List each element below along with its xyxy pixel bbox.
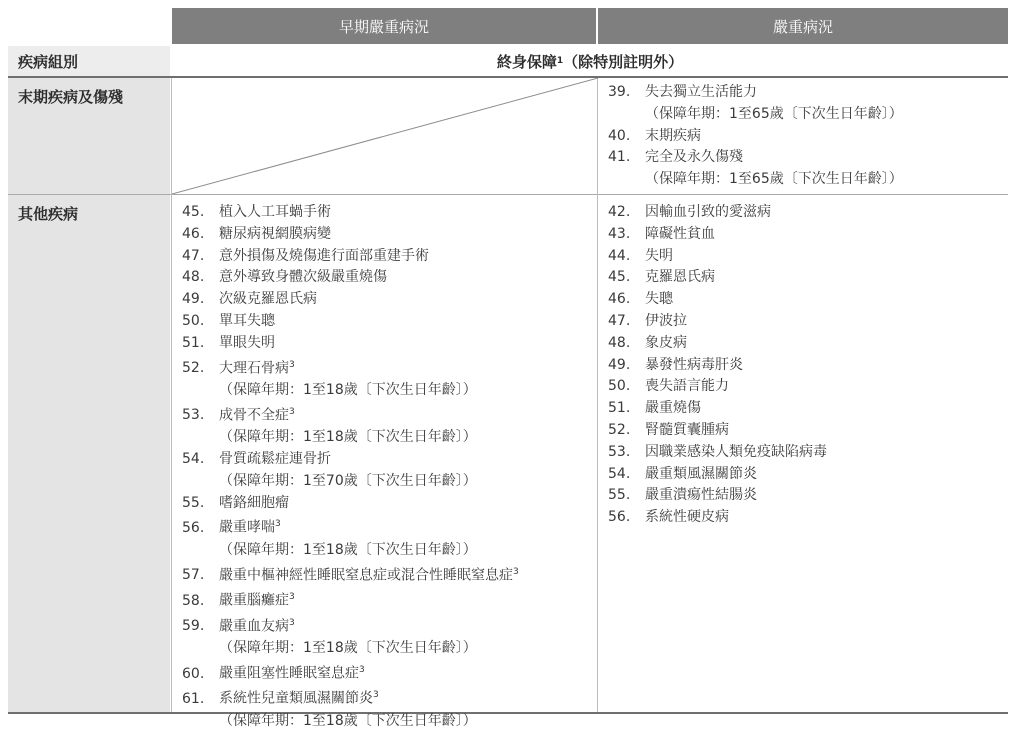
item-name: 象皮病 xyxy=(645,334,687,351)
list-item xyxy=(182,311,519,333)
list-item xyxy=(182,685,519,710)
item-number: 44. xyxy=(608,247,631,264)
item-name: 腎髓質囊腫病 xyxy=(645,421,729,438)
header-early-stage: 早期嚴重病況 xyxy=(172,8,596,44)
item-number: 55. xyxy=(182,494,205,511)
item-number: 46. xyxy=(608,291,631,308)
item-number: 50. xyxy=(182,312,205,329)
item-name: 失聰 xyxy=(645,291,673,308)
list-item xyxy=(608,202,827,224)
coverage-header xyxy=(172,46,1008,76)
item-name: 因職業感染人類免疫缺陷病毒 xyxy=(645,443,827,460)
item-name: 意外導致身體次級嚴重燒傷 xyxy=(219,269,387,286)
not-applicable-diagonal xyxy=(172,78,598,194)
list-item xyxy=(182,613,519,638)
footnote-mark: 3 xyxy=(289,617,295,628)
list-item xyxy=(608,289,827,311)
list-item xyxy=(182,660,519,685)
severe-other-list xyxy=(608,202,827,529)
list-item xyxy=(608,333,827,355)
footnote-mark: 3 xyxy=(275,519,281,530)
list-item xyxy=(182,562,519,587)
list-item xyxy=(608,507,827,529)
row-label-other: 其他疾病 xyxy=(8,195,170,712)
diagonal-line xyxy=(172,78,598,194)
coverage-term-note: （保障年期：1至18歲〔下次生日年齡〕） xyxy=(219,712,477,729)
item-number: 41. xyxy=(608,149,631,166)
item-name: 嚴重中樞神經性睡眠窒息症或混合性睡眠窒息症 xyxy=(219,567,513,584)
item-number: 59. xyxy=(182,618,205,635)
coverage-term-note: （保障年期：1至70歲〔下次生日年齡〕） xyxy=(219,472,477,489)
list-item xyxy=(608,442,827,464)
item-number: 60. xyxy=(182,665,205,682)
list-item xyxy=(608,126,903,148)
item-name: 嚴重哮喘 xyxy=(219,520,275,537)
item-name: 嗜鉻細胞瘤 xyxy=(219,494,289,511)
list-item xyxy=(182,449,519,471)
list-item xyxy=(182,289,519,311)
footnote-mark: 3 xyxy=(289,406,295,417)
item-number: 39. xyxy=(608,84,631,100)
item-number: 42. xyxy=(608,204,631,220)
item-name: 伊波拉 xyxy=(645,312,687,329)
footnote-mark: 3 xyxy=(359,664,365,675)
list-item xyxy=(608,398,827,420)
list-item xyxy=(182,202,519,224)
list-item xyxy=(608,147,903,169)
list-item xyxy=(608,485,827,507)
item-name: 大理石骨病 xyxy=(219,360,289,377)
list-item xyxy=(608,311,827,333)
item-number: 57. xyxy=(182,567,205,584)
item-number: 46. xyxy=(182,225,205,242)
list-item xyxy=(182,587,519,612)
item-number: 54. xyxy=(182,451,205,468)
list-item xyxy=(182,493,519,515)
coverage-term-note: （保障年期：1至65歲〔下次生日年齡〕） xyxy=(645,105,903,122)
item-number: 50. xyxy=(608,378,631,395)
list-item xyxy=(608,267,827,289)
item-name: 失去獨立生活能力 xyxy=(645,84,757,100)
footnote-mark: 3 xyxy=(373,690,379,701)
item-name: 糖尿病視網膜病變 xyxy=(219,225,331,242)
item-number: 51. xyxy=(182,334,205,351)
item-name: 因輸血引致的愛滋病 xyxy=(645,204,771,220)
list-item xyxy=(182,224,519,246)
item-number: 45. xyxy=(182,204,205,220)
item-name: 意外損傷及燒傷進行面部重建手術 xyxy=(219,247,429,264)
list-item xyxy=(182,333,519,355)
severe-terminal-list xyxy=(608,82,903,191)
item-number: 54. xyxy=(608,465,631,482)
item-name: 嚴重燒傷 xyxy=(645,400,701,417)
item-number: 52. xyxy=(608,421,631,438)
disease-group-header: 疾病組別 xyxy=(8,46,170,76)
item-name: 嚴重潰瘍性結腸炎 xyxy=(645,487,757,504)
item-name: 失明 xyxy=(645,247,673,264)
list-item xyxy=(608,224,827,246)
item-name: 嚴重腦癱症 xyxy=(219,592,289,609)
row-label-terminal: 末期疾病及傷殘 xyxy=(8,78,170,194)
item-number: 45. xyxy=(608,269,631,286)
list-item xyxy=(182,246,519,268)
header-blank-cell xyxy=(8,8,170,44)
item-name: 暴發性病毒肝炎 xyxy=(645,356,743,373)
item-name: 喪失語言能力 xyxy=(645,378,729,395)
list-item xyxy=(182,355,519,380)
item-name: 骨質疏鬆症連骨折 xyxy=(219,451,331,468)
item-name: 次級克羅恩氏病 xyxy=(219,291,317,308)
list-item xyxy=(608,376,827,398)
list-item xyxy=(182,402,519,427)
item-name: 嚴重血友病 xyxy=(219,618,289,635)
item-number: 52. xyxy=(182,360,205,377)
coverage-note: （除特別註明外） xyxy=(563,52,684,71)
item-name: 完全及永久傷殘 xyxy=(645,149,743,166)
item-number: 58. xyxy=(182,592,205,609)
early-stage-other-list xyxy=(182,202,519,733)
list-item xyxy=(608,420,827,442)
coverage-term-note: （保障年期：1至18歲〔下次生日年齡〕） xyxy=(219,382,477,399)
item-name: 障礙性貧血 xyxy=(645,225,715,242)
list-item xyxy=(608,82,903,104)
item-name: 植入人工耳蝸手術 xyxy=(219,204,331,220)
list-item xyxy=(608,246,827,268)
item-number: 56. xyxy=(182,520,205,537)
list-item xyxy=(608,464,827,486)
footnote-mark: 3 xyxy=(513,566,519,577)
coverage-term-note: （保障年期：1至65歲〔下次生日年齡〕） xyxy=(645,171,903,188)
coverage-footnote-mark: 1 xyxy=(556,56,564,66)
item-number: 47. xyxy=(608,312,631,329)
item-name: 成骨不全症 xyxy=(219,407,289,424)
item-number: 43. xyxy=(608,225,631,242)
item-number: 40. xyxy=(608,127,631,144)
list-item xyxy=(608,355,827,377)
item-number: 48. xyxy=(608,334,631,351)
item-name: 克羅恩氏病 xyxy=(645,269,715,286)
item-number: 56. xyxy=(608,509,631,526)
item-number: 49. xyxy=(182,291,205,308)
item-name: 嚴重阻塞性睡眠窒息症 xyxy=(219,665,359,682)
coverage-term-note: （保障年期：1至18歲〔下次生日年齡〕） xyxy=(219,429,477,446)
item-name: 末期疾病 xyxy=(645,127,701,144)
list-item xyxy=(182,267,519,289)
item-number: 61. xyxy=(182,690,205,707)
coverage-term-note: （保障年期：1至18歲〔下次生日年齡〕） xyxy=(219,640,477,657)
item-name: 單耳失聰 xyxy=(219,312,275,329)
item-name: 嚴重類風濕關節炎 xyxy=(645,465,757,482)
item-number: 48. xyxy=(182,269,205,286)
item-number: 51. xyxy=(608,400,631,417)
item-number: 47. xyxy=(182,247,205,264)
coverage-label: 終身保障 xyxy=(496,52,557,71)
item-number: 53. xyxy=(182,407,205,424)
item-name: 系統性硬皮病 xyxy=(645,509,729,526)
item-name: 系統性兒童類風濕關節炎 xyxy=(219,690,373,707)
item-number: 49. xyxy=(608,356,631,373)
header-severe: 嚴重病況 xyxy=(598,8,1008,44)
item-number: 53. xyxy=(608,443,631,460)
list-item xyxy=(182,514,519,539)
coverage-term-note: （保障年期：1至18歲〔下次生日年齡〕） xyxy=(219,541,477,558)
footnote-mark: 3 xyxy=(289,359,295,370)
item-name: 單眼失明 xyxy=(219,334,275,351)
item-number: 55. xyxy=(608,487,631,504)
footnote-mark: 3 xyxy=(289,592,295,603)
